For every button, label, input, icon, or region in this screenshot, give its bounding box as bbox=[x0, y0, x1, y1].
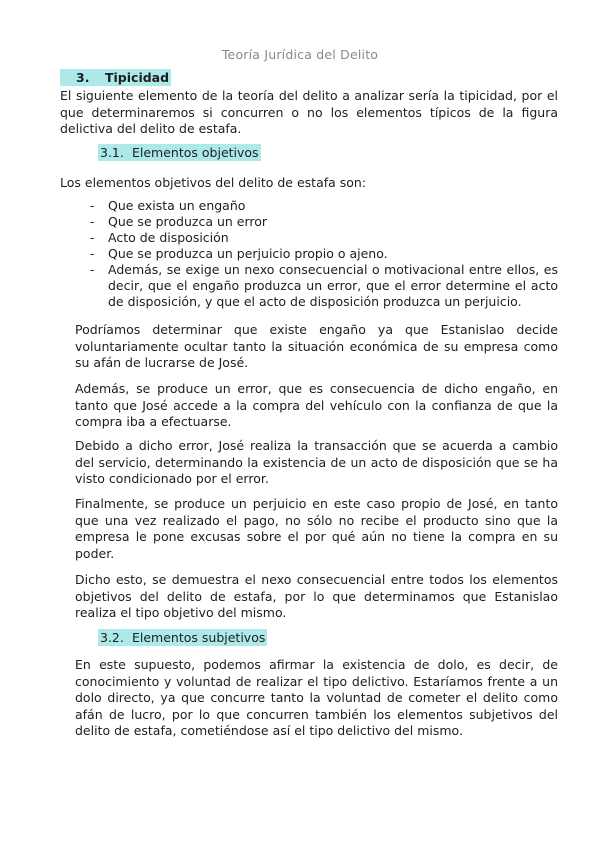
subsection-heading-objetivos bbox=[98, 145, 261, 160]
subsection-title: Elementos objetivos bbox=[132, 145, 259, 160]
list-item bbox=[90, 198, 558, 214]
section-intro: El siguiente elemento de la teoría del delito a analizar sería la tipicidad, por el que determinaremos si concurren o no los elementos típicos de la figura delictiva del delito de estafa. bbox=[60, 88, 558, 137]
list-item bbox=[90, 214, 558, 230]
list-item bbox=[90, 262, 558, 310]
subsection-highlight bbox=[98, 629, 267, 646]
section-heading-highlight bbox=[60, 69, 171, 86]
list-item-text: Además, se exige un nexo consecuencial o motivacional entre ellos, es decir, que el engaño produzca un error, que el error determine el acto de disposición, y que el acto de disposición produzca un perjuicio. bbox=[108, 262, 558, 309]
list-item-text: Que exista un engaño bbox=[108, 198, 246, 213]
list-dash: - bbox=[90, 230, 95, 245]
list-dash: - bbox=[90, 262, 95, 277]
paragraph-nexo: Dicho esto, se demuestra el nexo consecuencial entre todos los elementos objetivos del delito de estafa, por lo que determinamos que Estanislao realiza el tipo objetivo del mismo. bbox=[75, 572, 558, 621]
paragraph-perjuicio: Finalmente, se produce un perjuicio en este caso propio de José, en tanto que una vez realizado el pago, no sólo no recibe el producto sino que la empresa le pone excusas sobre el por qué aún no tiene la compra en su poder. bbox=[75, 496, 558, 561]
subsection-number: 3.1. bbox=[100, 145, 124, 160]
paragraph-engano: Podríamos determinar que existe engaño ya que Estanislao decide voluntariamente ocultar tanto la situación económica de su empresa como su afán de lucrarse de José. bbox=[75, 322, 558, 371]
subsection-highlight bbox=[98, 144, 261, 161]
section-title: Tipicidad bbox=[105, 70, 170, 85]
page-header: Teoría Jurídica del Delito bbox=[221, 47, 379, 62]
list-item bbox=[90, 230, 558, 246]
subsection-number: 3.2. bbox=[100, 630, 124, 645]
paragraph-acto-disposicion: Debido a dicho error, José realiza la transacción que se acuerda a cambio del servicio, determinando la existencia de un acto de disposición que se ha visto condicionado por el error. bbox=[75, 438, 558, 487]
list-dash: - bbox=[90, 198, 95, 213]
section-number: 3. bbox=[76, 70, 90, 85]
list-item-text: Acto de disposición bbox=[108, 230, 229, 245]
list-dash: - bbox=[90, 214, 95, 229]
section-heading bbox=[60, 70, 171, 85]
list-lead: Los elementos objetivos del delito de estafa son: bbox=[60, 175, 367, 190]
elements-list bbox=[90, 198, 558, 310]
paragraph-error: Además, se produce un error, que es consecuencia de dicho engaño, en tanto que José accede a la compra del vehículo con la confianza de que la compra iba a efectuarse. bbox=[75, 381, 558, 430]
list-item bbox=[90, 246, 558, 262]
list-item-text: Que se produzca un perjuicio propio o ajeno. bbox=[108, 246, 388, 261]
paragraph-subjetivos: En este supuesto, podemos afirmar la existencia de dolo, es decir, de conocimiento y voluntad de realizar el tipo delictivo. Estaríamos frente a un dolo directo, ya que concurre tanto la voluntad de cometer el delito como afán de lucro, por lo que concurren también los elementos subjetivos del delito de estafa, cometiéndose así el tipo delictivo del mismo. bbox=[75, 657, 558, 739]
list-item-text: Que se produzca un error bbox=[108, 214, 268, 229]
subsection-heading-subjetivos bbox=[98, 630, 267, 645]
subsection-title: Elementos subjetivos bbox=[132, 630, 266, 645]
list-dash: - bbox=[90, 246, 95, 261]
